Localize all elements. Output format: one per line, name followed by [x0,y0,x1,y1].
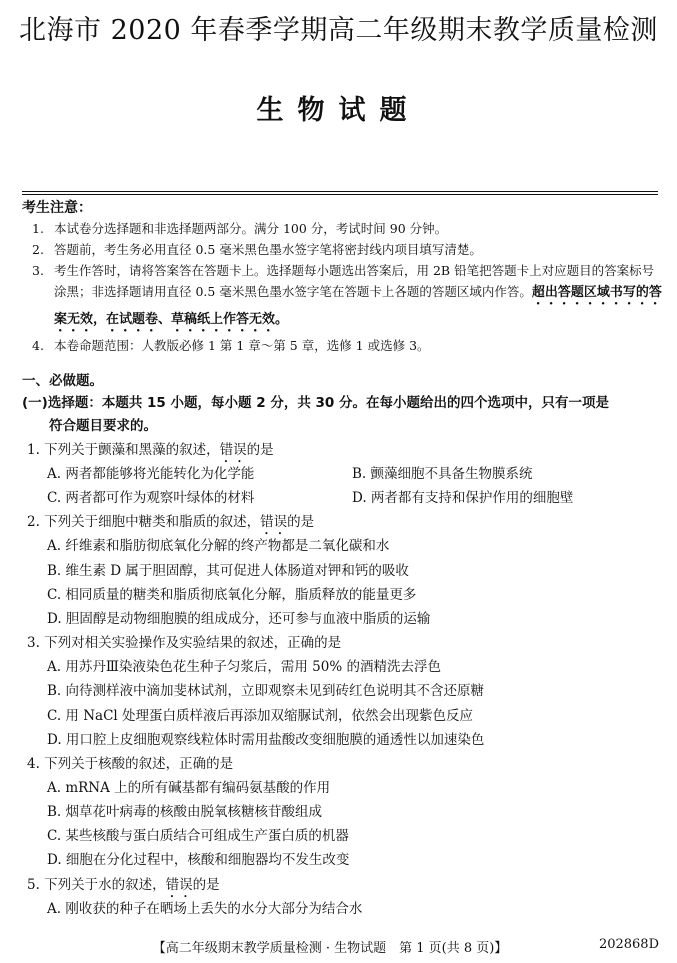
option-b: B. 烟草花叶病毒的核酸由脱氧核糖核苷酸组成 [47,804,323,821]
stem-text: 的是 [287,514,315,531]
stem-text: 2. 下列关于细胞中糖类和脂质的叙述， [27,514,261,531]
note-text: 答题前，考生务必用直径 0.5 毫米黑色墨水签字笔将密封线内项目填写清楚。 [54,242,482,257]
option-c: C. 用 NaCl 处理蛋白质样液后再添加双缩脲试剂，依然会出现紫色反应 [47,707,474,724]
stem-emphasis: 错误 [165,876,193,893]
subject-title: 生物试题 [256,95,421,126]
option-d: D. 细胞在分化过程中，核酸和细胞器均不发生改变 [47,852,350,869]
question-4-stem: 4. 下列关于核酸的叙述，正确的是 [27,755,234,772]
option-a: A. 用苏丹Ⅲ染液染色花生种子匀浆后，需用 50% 的酒精洗去浮色 [47,659,441,676]
question-1-options-row-2 [27,486,657,510]
option-d: D. 胆固醇是动物细胞膜的组成成分，还可参与血液中脂质的运输 [47,610,431,627]
note-3 [22,260,662,335]
note-number: 4. [32,338,44,353]
question-2-stem [27,510,657,534]
option-b: B. 颤藻细胞不具备生物膜系统 [352,466,533,482]
questions-list [27,438,657,921]
note-4 [22,335,662,356]
note-text: 考生作答时，请将答案答在答题卡上。选择题每小题选出答案后，用 2B 铅笔把答题卡上对应题目的答案标号涂黑；非选择题请用直径 0.5 毫米黑色墨水签字笔在答题卡上各题的答题区域内作答。 [54,263,655,299]
notes-title: 考生注意： [22,200,92,216]
question-1-stem [27,438,657,462]
stem-text: 5. 下列关于水的叙述， [27,876,166,893]
note-number: 1. [32,221,44,236]
option-a: A. 两者都能够将光能转化为化学能 [47,466,255,482]
footer-code: 202868D [598,937,659,952]
note-number: 3. [32,263,44,278]
note-2 [22,239,662,260]
option-c: C. 某些核酸与蛋白质结合可组成生产蛋白质的机器 [47,828,349,845]
divider-line-thick [22,194,658,195]
stem-emphasis: 错误 [260,514,288,531]
note-emphasis: 超出答题区域书写的答案无效，在试题卷、草稿纸上作答无效。 [54,285,662,327]
option-d: D. 两者都有支持和保护作用的细胞壁 [352,490,574,507]
section-instructions [22,392,662,438]
option-c: C. 两者都可作为观察叶绿体的材料 [47,490,255,507]
stem-emphasis: 错误 [219,442,247,458]
divider-line [22,191,658,192]
note-number: 2. [32,242,44,257]
question-3-stem: 3. 下列对相关实验操作及实验结果的叙述，正确的是 [27,635,342,652]
section-heading: 一、必做题。 [22,373,103,389]
exam-title: 北海市 2020 年春季学期高二年级期末教学质量检测 [19,15,658,46]
option-a: A. 纤维素和脂肪彻底氧化分解的终产物都是二氧化碳和水 [47,538,390,555]
note-text: 本试卷分选择题和非选择题两部分。满分 100 分，考试时间 90 分钟。 [54,221,448,236]
candidate-notes [22,198,662,356]
stem-text: 1. 下列关于颤藻和黑藻的叙述， [27,442,220,458]
stem-text: 的是 [246,442,274,458]
instructions-line-2: 符合题目要求的。 [49,418,157,434]
note-1 [22,218,662,239]
option-d: D. 用口腔上皮细胞观察线粒体时需用盐酸改变细胞膜的通透性以加速染色 [47,731,485,748]
question-1-options-row-1 [27,462,657,486]
footer-page-info: 【高二年级期末教学质量检测 · 生物试题 第 1 页(共 8 页)】 [152,941,508,956]
option-c: C. 相同质量的糖类和脂质彻底氧化分解，脂质释放的能量更多 [47,586,417,603]
stem-text: 的是 [192,876,220,893]
question-5-stem [27,873,657,897]
option-b: B. 维生素 D 属于胆固醇，其可促进人体肠道对钾和钙的吸收 [47,562,409,579]
option-a: A. 刚收获的种子在晒场上丢失的水分大部分为结合水 [47,900,363,917]
instructions-line-1: (一)选择题：本题共 15 小题，每小题 2 分，共 30 分。在每小题给出的四个选项中，只有一项是 [22,395,610,411]
note-text: 本卷命题范围：人教版必修 1 第 1 章～第 5 章，选修 1 或选修 3。 [54,338,430,353]
option-b: B. 向待测样液中滴加斐林试剂，立即观察未见到砖红色说明其不含还原糖 [47,683,485,700]
option-a: A. mRNA 上的所有碱基都有编码氨基酸的作用 [47,779,331,796]
